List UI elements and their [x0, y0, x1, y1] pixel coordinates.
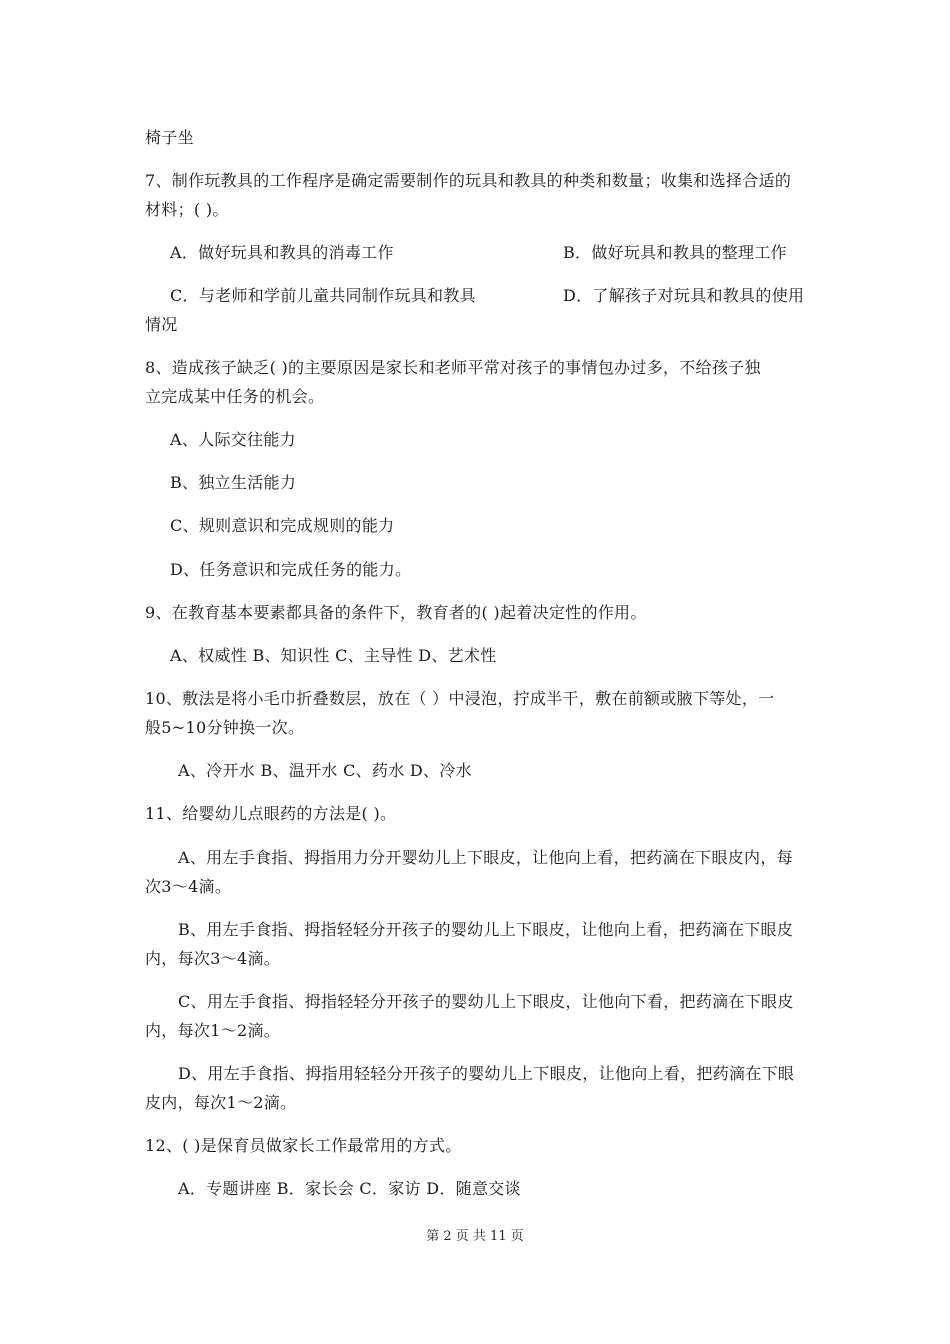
- question-11-option-c: C、用左手食指、拇指轻轻分开孩子的婴幼儿上下眼皮，让他向下看，把药滴在下眼皮: [178, 992, 794, 1011]
- question-11-option-b-cont: 内，每次3～4滴。: [145, 949, 281, 968]
- continuation-text: 椅子坐: [145, 128, 194, 147]
- question-12-options: A．专题讲座 B．家长会 C．家访 D．随意交谈: [178, 1179, 521, 1198]
- question-11-option-d: D、用左手食指、拇指用轻轻分开孩子的婴幼儿上下眼皮，让他向上看，把药滴在下眼: [178, 1064, 795, 1083]
- question-9-text: 9、在教育基本要素都具备的条件下，教育者的( )起着决定性的作用。: [145, 603, 647, 622]
- question-7-option-d-cont: 情况: [145, 315, 178, 334]
- question-7-option-a: A．做好玩具和教具的消毒工作: [170, 243, 394, 262]
- question-7-text: 7、制作玩教具的工作程序是确定需要制作的玩具和教具的种类和数量；收集和选择合适的: [145, 171, 792, 190]
- question-8-option-d: D、任务意识和完成任务的能力。: [170, 560, 412, 579]
- question-10-text-cont: 般5~10分钟换一次。: [145, 718, 305, 737]
- question-9-options: A、权威性 B、知识性 C、主导性 D、艺术性: [170, 646, 497, 665]
- question-11-text: 11、给婴幼儿点眼药的方法是( )。: [145, 804, 397, 823]
- question-11-option-d-cont: 皮内，每次1～2滴。: [145, 1093, 297, 1112]
- question-12-text: 12、( )是保育员做家长工作最常用的方式。: [145, 1136, 462, 1155]
- question-10-options: A、冷开水 B、温开水 C、药水 D、冷水: [178, 761, 472, 780]
- question-8-text: 8、造成孩子缺乏( )的主要原因是家长和老师平常对孩子的事情包办过多，不给孩子独: [145, 358, 761, 377]
- question-8-option-b: B、独立生活能力: [170, 473, 297, 492]
- question-11-option-a-cont: 次3～4滴。: [145, 877, 232, 896]
- question-7-option-b: B．做好玩具和教具的整理工作: [563, 243, 787, 262]
- page-footer: 第 2 页 共 11 页: [426, 1229, 524, 1244]
- question-7-text-cont: 材料；( )。: [145, 200, 229, 219]
- question-11-option-c-cont: 内，每次1～2滴。: [145, 1021, 281, 1040]
- question-7-option-d: D．了解孩子对玩具和教具的使用: [563, 286, 805, 305]
- question-8-option-a: A、人际交往能力: [170, 430, 296, 449]
- question-10-text: 10、敷法是将小毛巾折叠数层，放在（ ）中浸泡，拧成半干，敷在前额或腋下等处，一: [145, 689, 775, 708]
- question-8-text-cont: 立完成某中任务的机会。: [145, 387, 325, 406]
- question-11-option-b: B、用左手食指、拇指轻轻分开孩子的婴幼儿上下眼皮，让他向上看，把药滴在下眼皮: [178, 920, 794, 939]
- question-7-option-c: C．与老师和学前儿童共同制作玩具和教具: [170, 286, 476, 305]
- question-11-option-a: A、用左手食指、拇指用力分开婴幼儿上下眼皮，让他向上看，把药滴在下眼皮内，每: [178, 848, 793, 867]
- question-8-option-c: C、规则意识和完成规则的能力: [170, 516, 395, 535]
